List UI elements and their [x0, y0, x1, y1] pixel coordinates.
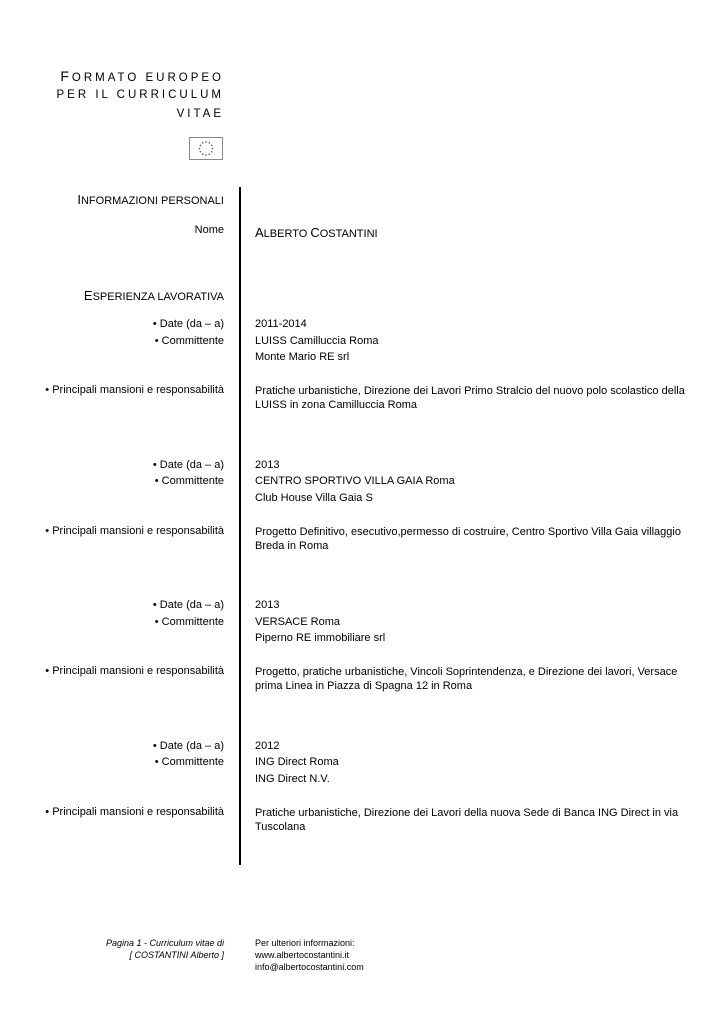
flag-star [205, 154, 207, 156]
eu-flag-icon [189, 137, 223, 160]
vertical-divider [239, 187, 241, 865]
footer-email: info@albertocostantini.com [255, 962, 364, 972]
section-personal-info: INFORMAZIONI PERSONALI [77, 192, 224, 207]
flag-star [205, 141, 207, 143]
client-label: • Committente [154, 616, 224, 628]
footer-page-info [106, 937, 224, 961]
footer-info-title: Per ulteriori informazioni: [255, 938, 355, 948]
client-label: • Committente [154, 756, 224, 768]
flag-star [208, 153, 210, 155]
date-label: • Date (da – a) [152, 740, 224, 752]
duties-label: • Principali mansioni e responsabilità [45, 665, 224, 677]
footer-contact-info [255, 937, 364, 973]
entry-duties: Pratiche urbanistiche, Direzione dei Lavori Primo Stralcio del nuovo polo scolastico della LUISS in zona Camilluccia Roma [255, 385, 685, 411]
entry-client: ING Direct Roma [255, 756, 339, 768]
footer-page-line2: [ COSTANTINI Alberto ] [129, 950, 224, 960]
flag-star [202, 153, 204, 155]
entry-duties: Pratiche urbanistiche, Direzione dei Lavori della nuova Sede di Banca ING Direct in via Tuscolana [255, 807, 679, 833]
person-name: ALBERTO COSTANTINI [255, 225, 378, 240]
date-label: • Date (da – a) [152, 318, 224, 330]
section-work-experience: ESPERIENZA LAVORATIVA [83, 288, 224, 303]
flag-star [200, 144, 202, 146]
entry-duties: Progetto, pratiche urbanistiche, Vincoli Soprintendenza, e Direzione dei lavori, Versace prima Linea in Piazza di Spagna 12 in Roma [255, 666, 678, 692]
duties-label: • Principali mansioni e responsabilità [45, 384, 224, 396]
cv-format-title-line2: PER IL CURRICULUM [56, 89, 224, 101]
eu-stars-icon [190, 138, 222, 159]
client-label: • Committente [154, 475, 224, 487]
entry-client-sub: ING Direct N.V. [255, 773, 330, 785]
entry-client-sub: Club House Villa Gaia S [255, 492, 373, 504]
flag-star [200, 151, 202, 153]
flag-star [202, 142, 204, 144]
flag-star [211, 144, 213, 146]
cv-format-title-line3: VITAE [176, 108, 224, 120]
entry-client: VERSACE Roma [255, 616, 340, 628]
entry-client-sub: Piperno RE immobiliare srl [255, 632, 386, 644]
flag-star [208, 142, 210, 144]
flag-star [199, 148, 201, 150]
flag-star [212, 148, 214, 150]
entry-date: 2013 [255, 459, 280, 471]
entry-duties: Progetto Definitivo, esecutivo,permesso di costruire, Centro Sportivo Villa Gaia villaggio Breda in Roma [255, 526, 681, 552]
entry-client: CENTRO SPORTIVO VILLA GAIA Roma [255, 475, 455, 487]
name-label: Nome [194, 224, 224, 236]
date-label: • Date (da – a) [152, 599, 224, 611]
footer-page-line1: Pagina 1 - Curriculum vitae di [105, 938, 224, 948]
date-label: • Date (da – a) [152, 459, 224, 471]
footer-website: www.albertocostantini.it [255, 950, 350, 960]
flag-star [211, 151, 213, 153]
duties-label: • Principali mansioni e responsabilità [45, 806, 224, 818]
entry-date: 2013 [255, 599, 280, 611]
entry-client-sub: Monte Mario RE srl [255, 351, 350, 363]
entry-client: LUISS Camilluccia Roma [255, 335, 379, 347]
cv-format-title-line1: FORMATO EUROPEO [60, 68, 224, 84]
client-label: • Committente [154, 335, 224, 347]
entry-date: 2011-2014 [255, 318, 307, 330]
entry-date: 2012 [255, 740, 280, 752]
duties-label: • Principali mansioni e responsabilità [45, 525, 224, 537]
